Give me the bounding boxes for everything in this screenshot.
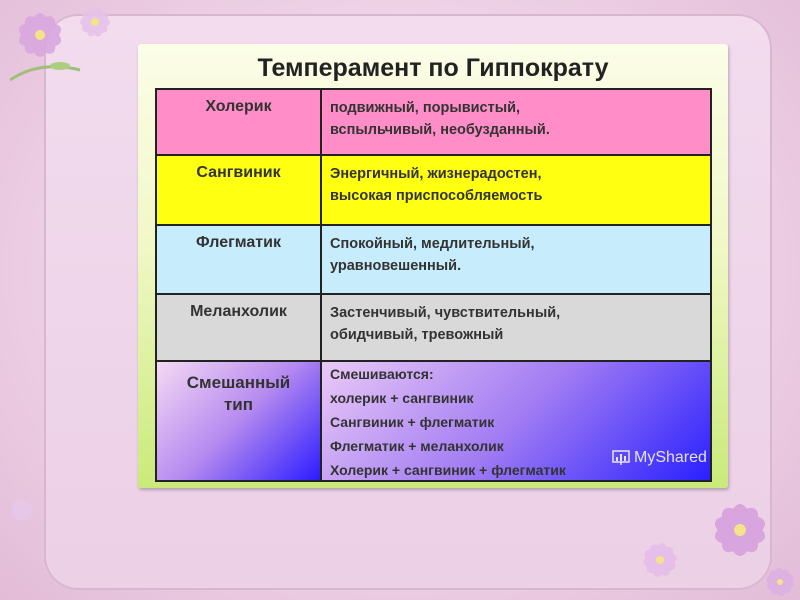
chart-icon xyxy=(612,450,630,466)
table-row xyxy=(157,90,710,154)
description-line: вспыльчивый, необузданный. xyxy=(330,122,550,138)
watermark-text: MyShared xyxy=(634,449,707,466)
temperament-type-cell xyxy=(157,362,322,480)
temperament-type-cell: Флегматик xyxy=(157,226,322,293)
type-line: тип xyxy=(223,395,254,414)
temperament-description-cell xyxy=(322,295,710,360)
watermark xyxy=(612,449,707,467)
temperament-table xyxy=(155,88,712,482)
table-row xyxy=(157,226,710,293)
slide-title: Темперамент по Гиппократу xyxy=(257,54,609,82)
flower-decoration-top-left xyxy=(0,0,140,110)
description-line: Сангвиник + флегматик xyxy=(330,414,495,430)
temperament-type-cell: Меланхолик xyxy=(157,295,322,360)
description-line: Энергичный, жизнерадостен, xyxy=(330,166,542,182)
flower-decoration-bottom-left xyxy=(2,490,42,530)
description-line: подвижный, порывистый, xyxy=(330,100,521,116)
table-row xyxy=(157,295,710,360)
description-line: уравновешенный. xyxy=(330,258,462,274)
description-line: Флегматик + меланхолик xyxy=(330,438,504,454)
type-line: Смешанный xyxy=(186,373,291,392)
description-line: обидчивый, тревожный xyxy=(330,327,504,343)
temperament-type-cell: Холерик xyxy=(157,90,322,154)
temperament-type-cell: Сангвиник xyxy=(157,156,322,224)
flower-decoration-bottom-right xyxy=(620,470,800,600)
table-row xyxy=(157,156,710,224)
description-line: Смешиваются: xyxy=(330,366,434,382)
description-line: Спокойный, медлительный, xyxy=(330,236,535,252)
description-line: Холерик + сангвиник + флегматик xyxy=(330,462,566,478)
description-line: Застенчивый, чувствительный, xyxy=(330,305,561,321)
description-line: высокая приспособляемость xyxy=(330,188,543,204)
temperament-description-cell xyxy=(322,226,710,293)
temperament-description-cell xyxy=(322,90,710,154)
description-line: холерик + сангвиник xyxy=(330,390,474,406)
temperament-description-cell xyxy=(322,156,710,224)
